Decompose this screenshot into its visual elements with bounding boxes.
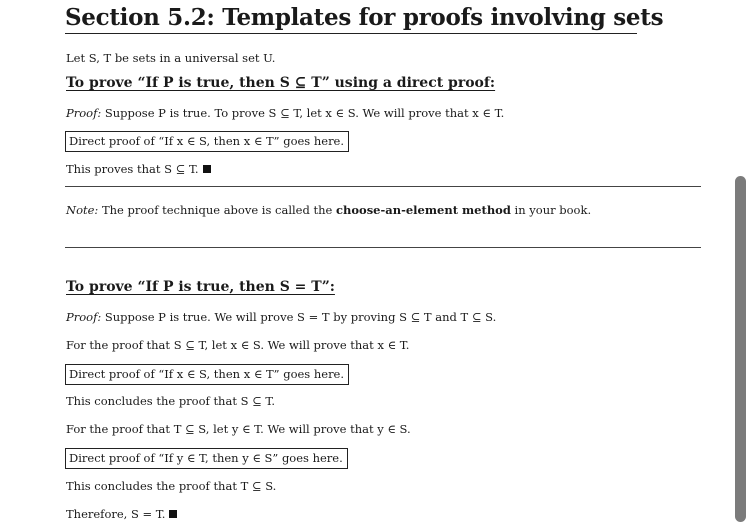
equality-proof-text: Suppose P is true. We will prove S = T by proving S ⊆ T and T ⊆ S. xyxy=(104,310,497,324)
qed-square-icon xyxy=(169,510,177,518)
subset-proof-text: Suppose P is true. To prove S ⊆ T, let x ∈ S. We will prove that x ∈ T. xyxy=(104,106,505,120)
note-label: Note: xyxy=(66,203,99,217)
subset-conclusion-line xyxy=(66,162,211,176)
note-term: choose-an-element method xyxy=(336,203,511,217)
subset-heading: To prove “If P is true, then S ⊆ T” using a direct proof: xyxy=(66,75,496,91)
proof-label: Proof: xyxy=(66,106,102,120)
divider-top xyxy=(65,186,701,187)
equality-step1: For the proof that S ⊆ T, let x ∈ S. We will prove that x ∈ T. xyxy=(66,338,410,352)
subset-proof-line xyxy=(66,106,504,120)
note-text-after: in your book. xyxy=(514,203,592,217)
note-text-before: The proof technique above is called the xyxy=(101,203,333,217)
proof-label: Proof: xyxy=(66,310,102,324)
equality-heading: To prove “If P is true, then S = T”: xyxy=(66,279,335,295)
subset-proof-box: Direct proof of “If x ∈ S, then x ∈ T” goes here. xyxy=(65,131,349,152)
note-line xyxy=(66,203,591,217)
vertical-scrollbar[interactable] xyxy=(735,176,746,522)
equality-final-text: Therefore, S = T. xyxy=(66,507,166,521)
qed-square-icon xyxy=(203,165,211,173)
equality-conclusion2: This concludes the proof that T ⊆ S. xyxy=(66,479,277,493)
equality-proof-box2: Direct proof of “If y ∈ T, then y ∈ S” goes here. xyxy=(65,448,348,469)
equality-conclusion1: This concludes the proof that S ⊆ T. xyxy=(66,394,276,408)
section-title: Section 5.2: Templates for proofs involving sets xyxy=(65,4,637,34)
subset-conclusion-text: This proves that S ⊆ T. xyxy=(66,162,199,176)
equality-final-line xyxy=(66,507,177,521)
equality-proof-line xyxy=(66,310,496,324)
equality-proof-box1: Direct proof of “If x ∈ S, then x ∈ T” goes here. xyxy=(65,364,349,385)
divider-bottom xyxy=(65,247,701,248)
equality-step2: For the proof that T ⊆ S, let y ∈ T. We will prove that y ∈ S. xyxy=(66,422,411,436)
intro-text: Let S, T be sets in a universal set U. xyxy=(66,51,276,65)
